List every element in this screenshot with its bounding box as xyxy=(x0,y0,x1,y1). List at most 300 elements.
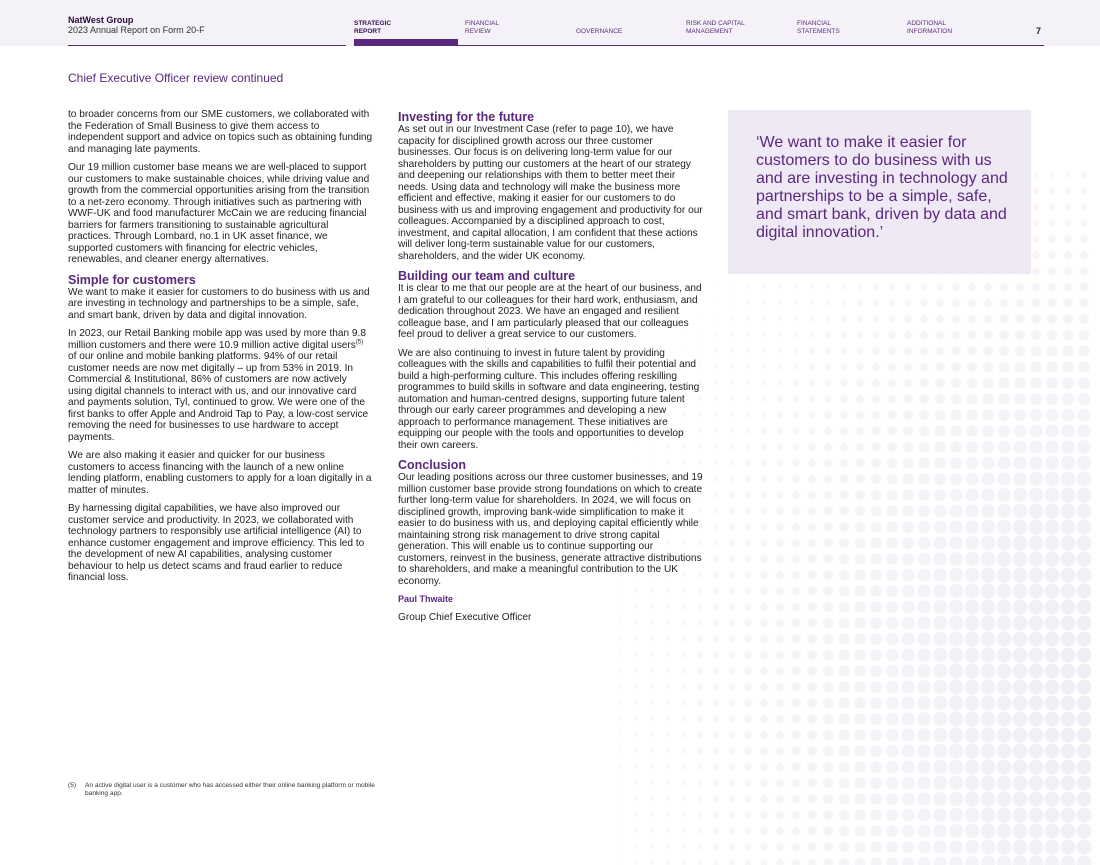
pull-quote-text: ‘We want to make it easier for customers to do business with us and are investing in technology and partnerships to be a simple, safe, and smart bank, driven by data and digital innovation.’ xyxy=(756,134,1008,241)
decorative-dot xyxy=(886,633,899,646)
nav-tab-strategic-report[interactable]: STRATEGIC REPORT xyxy=(354,20,392,35)
decorative-dot xyxy=(1029,488,1044,503)
decorative-dot xyxy=(839,570,849,580)
decorative-dot xyxy=(823,618,833,628)
decorative-dot xyxy=(949,792,963,806)
decorative-dot xyxy=(981,712,996,727)
decorative-dot xyxy=(838,697,849,708)
decorative-dot xyxy=(777,460,784,467)
decorative-dot xyxy=(776,635,785,644)
decorative-dot xyxy=(1077,568,1092,583)
decorative-dot xyxy=(933,616,947,630)
decorative-dot xyxy=(917,584,930,597)
decorative-dot xyxy=(729,476,735,482)
decorative-dot xyxy=(807,650,817,660)
decorative-dot xyxy=(919,394,929,404)
decorative-dot xyxy=(997,824,1012,839)
decorative-dot xyxy=(1077,440,1091,454)
decorative-dot xyxy=(889,300,896,307)
decorative-dot xyxy=(1013,472,1027,486)
decorative-dot xyxy=(1061,552,1076,567)
decorative-dot xyxy=(981,856,995,865)
decorative-dot xyxy=(997,584,1012,599)
decorative-dot xyxy=(1013,792,1028,807)
decorative-dot xyxy=(744,795,751,802)
decorative-dot xyxy=(1013,584,1028,599)
decorative-dot xyxy=(839,794,850,805)
decorative-dot xyxy=(808,491,816,499)
decorative-dot xyxy=(744,667,752,675)
decorative-dot xyxy=(744,811,751,818)
decorative-dot xyxy=(934,521,947,534)
decorative-dot xyxy=(886,841,898,853)
decorative-dot xyxy=(1045,552,1060,567)
decorative-dot xyxy=(777,364,782,369)
decorative-dot xyxy=(731,286,734,289)
decorative-dot xyxy=(936,299,944,307)
decorative-dot xyxy=(870,793,882,805)
decorative-dot xyxy=(807,714,817,724)
decorative-dot xyxy=(998,425,1010,437)
decorative-dot xyxy=(745,444,751,450)
nav-tab-financial-review[interactable]: FINANCIAL REVIEW xyxy=(465,20,499,35)
decorative-dot xyxy=(1062,377,1074,389)
decorative-dot xyxy=(933,728,947,742)
header-rule-left xyxy=(68,45,346,46)
decorative-dot xyxy=(933,712,947,726)
decorative-dot xyxy=(870,633,882,645)
decorative-dot xyxy=(888,379,897,388)
decorative-dot xyxy=(808,443,816,451)
decorative-dot xyxy=(902,793,915,806)
decorative-dot xyxy=(713,604,719,610)
decorative-dot xyxy=(794,317,799,322)
decorative-dot xyxy=(777,380,783,386)
decorative-dot xyxy=(713,492,718,497)
decorative-dot xyxy=(919,362,928,371)
decorative-dot xyxy=(730,333,733,336)
decorative-dot xyxy=(776,507,784,515)
decorative-dot xyxy=(1079,282,1088,291)
decorative-dot xyxy=(1045,664,1060,679)
decorative-dot xyxy=(619,814,622,817)
decorative-dot xyxy=(901,696,914,709)
decorative-dot xyxy=(901,648,914,661)
decorative-dot xyxy=(856,347,863,354)
decorative-dot xyxy=(666,797,671,802)
decorative-dot xyxy=(855,554,866,565)
decorative-dot xyxy=(997,680,1012,695)
decorative-dot xyxy=(965,664,980,679)
decorative-dot xyxy=(776,747,785,756)
decorative-dot xyxy=(870,537,881,548)
decorative-dot xyxy=(1063,298,1073,308)
decorative-dot xyxy=(1077,808,1092,823)
decorative-dot xyxy=(965,712,980,727)
decorative-dot xyxy=(618,701,621,704)
decorative-dot xyxy=(745,860,752,865)
decorative-dot xyxy=(807,826,816,835)
decorative-dot xyxy=(807,762,817,772)
decorative-dot xyxy=(744,555,751,562)
decorative-dot xyxy=(1045,600,1060,615)
decorative-dot xyxy=(966,441,978,453)
decorative-dot xyxy=(904,363,913,372)
decorative-dot xyxy=(870,617,882,629)
decorative-dot xyxy=(886,825,898,837)
decorative-dot xyxy=(1029,712,1044,727)
decorative-dot xyxy=(1061,776,1076,791)
decorative-dot xyxy=(918,473,930,485)
decorative-dot xyxy=(810,301,815,306)
decorative-dot xyxy=(1061,712,1076,727)
decorative-dot xyxy=(1013,856,1028,865)
decorative-dot xyxy=(1032,267,1040,275)
decorative-dot xyxy=(965,776,980,791)
nav-tab-governance[interactable]: GOVERNANCE xyxy=(576,28,623,35)
decorative-dot xyxy=(744,651,752,659)
decorative-dot xyxy=(760,683,768,691)
decorative-dot xyxy=(904,347,912,355)
decorative-dot xyxy=(1063,330,1074,341)
decorative-dot xyxy=(760,827,768,835)
decorative-dot xyxy=(935,394,945,404)
decorative-dot xyxy=(1029,648,1044,663)
text-run: In 2023, our Retail Banking mobile app was used by more than 9.8 million customers and there were 10.9 million active digital users xyxy=(68,328,366,351)
decorative-dot xyxy=(793,396,799,402)
decorative-dot xyxy=(936,315,944,323)
decorative-dot xyxy=(713,684,720,691)
decorative-dot xyxy=(965,616,980,631)
decorative-dot xyxy=(1077,504,1092,519)
decorative-dot xyxy=(870,665,882,677)
decorative-dot xyxy=(1061,616,1076,631)
decorative-dot xyxy=(792,539,800,547)
decorative-dot xyxy=(792,443,799,450)
decorative-dot xyxy=(792,587,801,596)
decorative-dot xyxy=(713,732,719,738)
decorative-dot xyxy=(949,536,963,550)
decorative-dot xyxy=(872,379,880,387)
decorative-dot xyxy=(760,555,768,563)
decorative-dot xyxy=(838,729,849,740)
decorative-dot xyxy=(1015,330,1025,340)
decorative-dot xyxy=(839,618,850,629)
decorative-dot xyxy=(870,841,881,852)
decorative-dot xyxy=(793,380,799,386)
decorative-dot xyxy=(917,600,930,613)
decorative-dot xyxy=(1065,172,1071,178)
decorative-dot xyxy=(854,617,865,628)
decorative-dot xyxy=(919,378,928,387)
decorative-dot xyxy=(870,569,882,581)
decorative-dot xyxy=(744,603,751,610)
decorative-dot xyxy=(1030,425,1043,438)
decorative-dot xyxy=(715,318,718,321)
decorative-dot xyxy=(902,857,914,865)
decorative-dot xyxy=(983,362,993,372)
decorative-dot xyxy=(808,411,815,418)
decorative-dot xyxy=(1015,298,1024,307)
decorative-dot xyxy=(1061,536,1076,551)
decorative-dot xyxy=(1077,584,1092,599)
decorative-dot xyxy=(902,489,913,500)
nav-tab-additional-information[interactable]: ADDITIONAL INFORMATION xyxy=(907,20,953,35)
decorative-dot xyxy=(792,571,801,580)
decorative-dot xyxy=(776,763,785,772)
decorative-dot xyxy=(681,716,686,721)
decorative-dot xyxy=(873,316,880,323)
decorative-dot xyxy=(950,425,961,436)
paragraph: Our leading positions across our three customer businesses, and 19 million customer base provide strong foundations on which to create further long-term value for shareholders. In 2024, we will focus on disciplined growth, improving bank-wide simplification to make it easier to do business with us, and deploying capital efficiently while maintaining strong risk management to drive strong capital generation. This will enable us to continue supporting our customers, reinvest in the business, generate attractive distributions to shareholders, and make a meaningful contribution to the UK economy. xyxy=(398,472,703,587)
decorative-dot xyxy=(634,733,638,737)
decorative-dot xyxy=(1045,520,1060,535)
decorative-dot xyxy=(903,394,912,403)
decorative-dot xyxy=(997,520,1012,535)
decorative-dot xyxy=(886,521,897,532)
decorative-dot xyxy=(933,536,946,549)
decorative-dot xyxy=(762,301,766,305)
decorative-dot xyxy=(823,730,833,740)
decorative-dot xyxy=(807,746,817,756)
decorative-dot xyxy=(825,332,831,338)
paragraph: By harnessing digital capabilities, we have also improved our customer service and productivity. In 2023, we collaborated with technology partners to responsibly use artificial intelligence (AI) to enhance customer engagement and improve efficiency. This led to the development of new AI capabilities, analysing customer behaviour to help us detect scams and fraud earlier to reduce financial loss. xyxy=(68,503,365,583)
decorative-dot xyxy=(949,568,963,582)
decorative-dot xyxy=(872,411,881,420)
decorative-dot xyxy=(934,505,947,518)
decorative-dot xyxy=(855,842,866,853)
decorative-dot xyxy=(1049,204,1056,211)
decorative-dot xyxy=(870,857,881,865)
decorative-dot xyxy=(871,522,882,533)
decorative-dot xyxy=(903,410,913,420)
decorative-dot xyxy=(1048,267,1057,276)
decorative-dot xyxy=(967,394,978,405)
decorative-dot xyxy=(870,601,882,613)
decorative-dot xyxy=(1049,188,1055,194)
footnote-reference[interactable]: (5) xyxy=(355,339,364,346)
decorative-dot xyxy=(1061,632,1076,647)
decorative-dot xyxy=(791,714,800,723)
decorative-dot xyxy=(965,504,978,517)
decorative-dot xyxy=(1015,362,1026,373)
decorative-dot xyxy=(807,682,817,692)
decorative-dot xyxy=(823,602,833,612)
decorative-dot xyxy=(809,380,816,387)
decorative-dot xyxy=(1078,345,1089,356)
subheading-investing-for-the-future: Investing for the future xyxy=(398,110,535,124)
decorative-dot xyxy=(982,425,994,437)
decorative-dot xyxy=(1077,408,1090,421)
decorative-dot xyxy=(713,668,719,674)
decorative-dot xyxy=(760,571,768,579)
decorative-dot xyxy=(761,492,768,499)
decorative-dot xyxy=(965,696,980,711)
decorative-dot xyxy=(886,569,898,581)
decorative-dot xyxy=(888,363,896,371)
decorative-dot xyxy=(901,616,914,629)
decorative-dot xyxy=(841,300,847,306)
subheading-simple-for-customers: Simple for customers xyxy=(68,272,196,287)
decorative-dot xyxy=(793,428,800,435)
decorative-dot xyxy=(981,744,996,759)
decorative-dot xyxy=(760,795,768,803)
decorative-dot xyxy=(760,747,768,755)
decorative-dot xyxy=(760,667,768,675)
decorative-dot xyxy=(650,813,654,817)
decorative-dot xyxy=(1030,409,1042,421)
decorative-dot xyxy=(918,505,930,517)
decorative-dot xyxy=(807,842,816,851)
decorative-dot xyxy=(681,652,686,657)
decorative-dot xyxy=(791,634,800,643)
decorative-dot xyxy=(824,443,832,451)
decorative-dot xyxy=(839,810,850,821)
decorative-dot xyxy=(697,844,702,849)
decorative-dot xyxy=(870,745,882,757)
decorative-dot xyxy=(855,458,864,467)
decorative-dot xyxy=(634,781,637,784)
decorative-dot xyxy=(870,649,882,661)
decorative-dot xyxy=(1029,856,1044,865)
decorative-dot xyxy=(1014,393,1026,405)
decorative-dot xyxy=(901,632,914,645)
paragraph: It is clear to me that our people are at the heart of our business, and I am grateful to our colleagues for their hard work, enthusiasm, and dedication throughout 2023. We have an engaged and resilient colleague base, and I am particularly pleased that our colleagues feel proud to deliver a great service to our customers. xyxy=(398,283,702,340)
decorative-dot xyxy=(713,540,719,546)
decorative-dot xyxy=(729,524,735,530)
decorative-dot xyxy=(744,731,752,739)
decorative-dot xyxy=(1065,204,1072,211)
decorative-dot xyxy=(872,395,881,404)
decorative-dot xyxy=(760,843,768,851)
decorative-dot xyxy=(713,524,719,530)
decorative-dot xyxy=(886,601,898,613)
decorative-dot xyxy=(791,682,800,691)
decorative-dot xyxy=(650,861,654,865)
decorative-dot xyxy=(776,859,784,865)
decorative-dot xyxy=(950,441,962,453)
decorative-dot xyxy=(823,634,833,644)
decorative-dot xyxy=(744,827,751,834)
decorative-dot xyxy=(918,537,931,550)
decorative-dot xyxy=(762,365,767,370)
decorative-dot xyxy=(1077,648,1092,663)
decorative-dot xyxy=(1078,393,1091,406)
decorative-dot xyxy=(902,505,914,517)
decorative-dot xyxy=(870,777,882,789)
decorative-dot xyxy=(1029,792,1044,807)
decorative-dot xyxy=(713,556,719,562)
decorative-dot xyxy=(619,862,621,864)
decorative-dot xyxy=(888,315,895,322)
decorative-dot xyxy=(917,760,931,774)
decorative-dot xyxy=(855,570,866,581)
decorative-dot xyxy=(886,697,899,710)
decorative-dot xyxy=(776,539,784,547)
decorative-dot xyxy=(697,860,702,865)
decorative-dot xyxy=(760,779,768,787)
decorative-dot xyxy=(793,364,799,370)
decorative-dot xyxy=(840,379,847,386)
decorative-dot xyxy=(1029,584,1044,599)
decorative-dot xyxy=(697,812,703,818)
decorative-dot xyxy=(886,809,898,821)
decorative-dot xyxy=(1077,520,1092,535)
decorative-dot xyxy=(761,396,766,401)
decorative-dot xyxy=(713,780,719,786)
decorative-dot xyxy=(808,459,816,467)
decorative-dot xyxy=(886,793,898,805)
decorative-dot xyxy=(681,636,686,641)
decorative-dot xyxy=(744,587,751,594)
decorative-dot xyxy=(1081,172,1087,178)
decorative-dot xyxy=(808,523,817,532)
decorative-dot xyxy=(747,286,750,289)
decorative-dot xyxy=(807,634,817,644)
decorative-dot xyxy=(635,862,638,865)
section-heading: Chief Executive Officer review continued xyxy=(68,71,284,85)
decorative-dot xyxy=(825,364,832,371)
decorative-dot xyxy=(744,715,752,723)
decorative-dot xyxy=(1029,440,1042,453)
decorative-dot xyxy=(998,393,1009,404)
decorative-dot xyxy=(826,285,831,290)
decorative-dot xyxy=(729,588,736,595)
decorative-dot xyxy=(792,475,800,483)
decorative-dot xyxy=(824,475,833,484)
nav-tab-financial-statements[interactable]: FINANCIAL STATEMENTS xyxy=(797,20,840,35)
decorative-dot xyxy=(902,473,913,484)
decorative-dot xyxy=(1062,361,1073,372)
decorative-dot xyxy=(870,713,882,725)
decorative-dot xyxy=(776,491,783,498)
decorative-dot xyxy=(935,362,944,371)
decorative-dot xyxy=(776,667,785,676)
decorative-dot xyxy=(745,460,751,466)
decorative-dot xyxy=(886,761,899,774)
footnote xyxy=(68,782,383,798)
decorative-dot xyxy=(791,746,800,755)
decorative-dot xyxy=(857,332,864,339)
decorative-dot xyxy=(1015,346,1025,356)
decorative-dot xyxy=(933,680,947,694)
paragraph: Our 19 million customer base means we are well-placed to support our customers to make sustainable choices, while driving value and growth from the commercial opportunities arising from the transition to a net-zero economy. Through initiatives such as partnering with WWF-UK and food manufacturer McCain we are reducing financial barriers for farmers transitioning to sustainable agricultural practices. Through Lombard, no.1 in UK asset finance, we supported customers with financing for electric vehicles, renewables, and cleaner energy alternatives. xyxy=(68,162,370,265)
decorative-dot xyxy=(997,552,1012,567)
nav-tab-risk-capital-management[interactable]: RISK AND CAPITAL MANAGEMENT xyxy=(686,20,745,35)
decorative-dot xyxy=(761,380,766,385)
decorative-dot xyxy=(760,635,768,643)
decorative-dot xyxy=(1046,393,1058,405)
decorative-dot xyxy=(840,427,848,435)
decorative-dot xyxy=(697,716,703,722)
decorative-dot xyxy=(949,856,962,865)
decorative-dot xyxy=(1081,204,1088,211)
decorative-dot xyxy=(1029,600,1044,615)
decorative-dot xyxy=(618,685,621,688)
decorative-dot xyxy=(902,601,915,614)
decorative-dot xyxy=(808,475,816,483)
decorative-dot xyxy=(714,445,719,450)
decorative-dot xyxy=(838,665,849,676)
decorative-dot xyxy=(1045,792,1060,807)
decorative-dot xyxy=(791,762,800,771)
decorative-dot xyxy=(666,861,670,865)
decorative-dot xyxy=(634,829,637,832)
decorative-dot xyxy=(966,473,979,486)
decorative-dot xyxy=(776,779,785,788)
decorative-dot xyxy=(650,733,654,737)
decorative-dot xyxy=(1029,504,1044,519)
